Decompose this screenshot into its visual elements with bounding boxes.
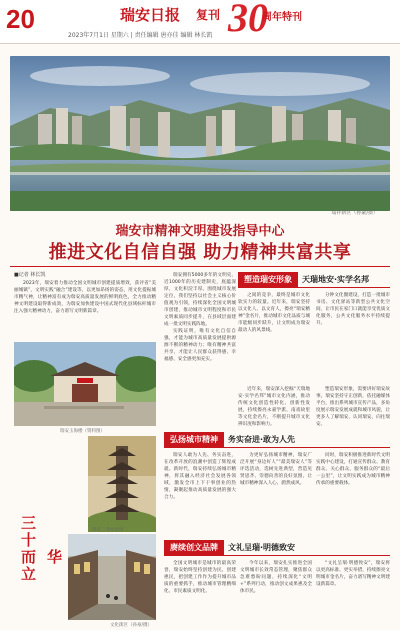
article-subtitle: 瑞安市精神文明建设指导中心 <box>115 224 285 239</box>
section3-col3 <box>240 560 312 626</box>
body-paragraph: 为更好弘扬城市精神，瑞安广泛开展“身边好人”“最美瑞安人”等评选活动，选树先进典型，营造见贤思齐、崇德向善的良好氛围，让城市精神深入人心、蔚然成风。 <box>240 453 312 486</box>
section-tag: 赓续创文品牌 <box>164 540 224 555</box>
dateline: 2023年7月1日 星期六 | 责任编辑 唐亦佳 编辑 林长凯 <box>68 32 213 39</box>
pagoda-photo-caption: 瑞安三孝纪念馆 <box>92 528 124 533</box>
body-paragraph: 瑞安人敢为人先、务实奋进，在改革开放的浪潮中创造了辉煌成就。新时代，瑞安持续弘扬城市精神，将其融入经济社会发展各领域，激发全市上下干事创业的热情，凝聚起推动高质量发展的强大合力。 <box>164 453 236 500</box>
issue-type-label: 复刊 <box>196 8 221 22</box>
page-number: 20 <box>6 4 35 34</box>
section-tail: 天瑞地安·实学名邦 <box>302 275 370 284</box>
body-paragraph: 全国文明城市是城市的最高荣誉，瑞安始终坚持创建为民、创建惠民，把创建工作作为提升城市品质的重要抓手，推动城市管理精细化、市民素质文明化。 <box>164 561 236 594</box>
photo-caption: 瑞祥新区（孙豪/摄） <box>331 210 378 216</box>
section2-col2 <box>164 452 236 536</box>
section3-col4 <box>316 560 390 626</box>
section-tag: 塑造瑞安形象 <box>238 272 298 287</box>
anniversary-label: 周年特刊 <box>262 12 302 23</box>
section3-col2 <box>164 560 236 626</box>
section-rule <box>164 555 390 556</box>
body-paragraph: 今年以来，瑞安扎实推进全国文明城市长效常态管理，聚焦群众急难愁盼问题，持续深化“文明+”系列行动，推动创文成果惠及全体市民。 <box>240 561 312 594</box>
body-paragraph: 之间的竞争，最终是城市文化软实力的较量。近年来，瑞安坚持以文化人、以文育人，擦亮“瑞安精神”金名片，推动城市文化品质与城市能级同步跃升，让文明成为瑞安最动人的风景线。 <box>238 293 310 333</box>
body-paragraph: 瑞安拥有5000多年的文明史，近1000年的历史建制史，底蕴深厚，文化积淀丰厚。围绕城市发展定位，我们坚持以社会主义核心价值观为引领，持续深化全国文明城市创建，推动城市文明程度和市民文明素质同步提升，在县域层面建成一批文明实践阵地。 <box>164 273 236 327</box>
body-col3-p2 <box>238 386 310 428</box>
lead-paragraph: 2023年，瑞安着力推动全国文明城市创建提质增效，获评省“美丽城镇”，文明实践“融合”建设等，以更加昂扬的姿态，用文化提振城市精气神，让精神富有成为瑞安高质量发展的鲜明底色，全力推动精神文明建设取得新成效，为瑞安加快建设中国式现代化县域标杆城市注入强大精神动力，奋力谱写文明新篇章。 <box>14 281 156 314</box>
street-photo <box>68 534 156 620</box>
pagoda-photo <box>88 436 156 532</box>
old-street-illustration <box>68 534 156 620</box>
body-paragraph: 塑造瑞安形象，需要讲好瑞安故事。瑞安坚持守正创新，依托融媒体平台，推出系列城市宣传产品，多角度展示瑞安发展成就和城市风貌，让更多人了解瑞安、认同瑞安、向往瑞安。 <box>316 387 390 427</box>
pagoda-illustration <box>88 436 156 532</box>
section2-col3 <box>240 452 312 536</box>
page-header <box>0 0 400 44</box>
section-head-3 <box>164 540 390 556</box>
section-head-2 <box>164 432 390 448</box>
section-head-1 <box>238 272 390 288</box>
library-building-illustration <box>14 342 156 426</box>
section-tail: 文礼呈瑞·明德致安 <box>228 543 296 552</box>
article-headline: 推进文化自信自强 助力精神共富共享 <box>48 242 352 263</box>
body-paragraph: 近年来，瑞安深入挖掘“天瑞地安·实学名邦”城市文化内涵，推动传统文化创造性转化、创新性发展，持续擦亮永嘉学派、南戏故里等文化金名片，不断提升城市文化辨识度和影响力。 <box>238 387 310 427</box>
body-col4-p2 <box>316 386 390 428</box>
section-rule <box>164 447 390 448</box>
byline: ■记者 林长凯 <box>14 272 46 278</box>
body-paragraph: 同时，瑞安积极推进新时代文明实践中心建设，打通宣传群众、教育群众、关心群众、服务群众的“最后一公里”，让文明实践成为城市精神传承的重要载体。 <box>316 453 390 486</box>
section2-col4 <box>316 452 390 536</box>
body-paragraph: 实践证明，唯有文化自信自强，才能为城市高质量发展提供源源不断的精神动力；唯有精神共富共享，才能让人民群众获得感、幸福感、安全感更加充实。 <box>164 329 236 362</box>
street-photo-caption: 文化街区（孙豪/摄） <box>110 623 153 628</box>
body-paragraph: “文礼呈瑞·明德致安”，瑞安将以更高标准、更实举措，持续擦亮文明城市金名片，奋力谱写精神文明建设新篇章。 <box>316 561 390 587</box>
body-paragraph: 分钟文化圈建设，打造一批城市书房、文化驿站等新型公共文化空间，让市民在家门口就能享受优质文化服务，公共文化服务水平持续提升。 <box>316 293 390 326</box>
city-panorama-illustration <box>10 56 390 211</box>
body-col3-p1 <box>238 292 310 390</box>
section-rule <box>238 287 390 288</box>
section-tail: 务实奋进·敢为人先 <box>228 435 296 444</box>
calligraphy-right: 三十而立 <box>19 515 37 583</box>
newspaper-brand: 瑞安日报 <box>120 6 181 24</box>
headline-rule <box>10 266 390 267</box>
anniversary-number: 30 <box>228 0 268 40</box>
library-photo <box>14 342 156 426</box>
body-col4-p1 <box>316 292 390 390</box>
city-panorama-photo <box>10 56 390 211</box>
library-photo-caption: 瑞安玉海楼（资料图） <box>60 429 105 434</box>
calligraphy-left: 华 <box>45 549 63 566</box>
section-tag: 弘扬城市精神 <box>164 432 224 447</box>
